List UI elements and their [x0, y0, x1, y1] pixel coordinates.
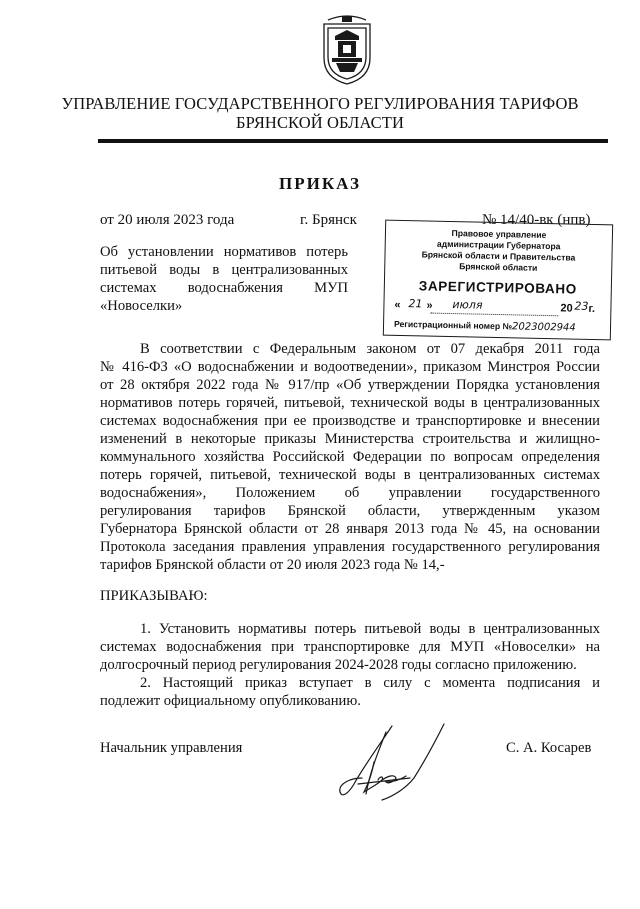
stamp-date-close-quote: » [426, 299, 433, 312]
preamble-paragraph [100, 340, 600, 574]
handwritten-signature-icon [334, 722, 446, 804]
document-number: № 14/40-вк (нпв) [482, 212, 591, 228]
stamp-line: Брянской области [459, 261, 538, 273]
stamp-date-underline [430, 313, 558, 317]
item-line: системах водоснабжения при транспортировке для МУП «Новоселки» на [100, 639, 600, 655]
stamp-registered-label: ЗАРЕГИСТРИРОВАНО [418, 278, 577, 297]
subject-line: «Новоселки» [100, 298, 183, 314]
stamp-regno-label: Регистрационный номер № [393, 318, 513, 332]
paragraph-line: потерь горячей, питьевой, технической воды в централизованных системах [100, 467, 600, 483]
order-item-1 [100, 620, 600, 674]
item-line: 1. Установить нормативы потерь питьевой воды в централизованных [140, 621, 600, 637]
document-city: г. Брянск [300, 212, 357, 228]
document-date: от 20 июля 2023 года [100, 212, 235, 228]
paragraph-line: № 416-ФЗ «О водоснабжении и водоотведении», приказом Минстроя России [100, 359, 600, 375]
paragraph-line: нормативов потерь горячей, питьевой, технической воды в централизованных [100, 395, 600, 411]
stamp-year-suffix: 23 [574, 299, 589, 313]
stamp-date-open-quote: « [394, 298, 401, 311]
signatory-role: Начальник управления [100, 740, 243, 756]
stamp-day: 21 [408, 297, 423, 311]
stamp-line: Правовое управление [451, 228, 547, 241]
organization-name-line-2: БРЯНСКОЙ ОБЛАСТИ [236, 113, 404, 132]
paragraph-line: тарифов Брянской области от 20 июля 2023 года № 14,- [100, 557, 445, 573]
paragraph-line: от 28 октября 2022 года № 917/пр «Об утверждении Порядка установления [100, 377, 600, 393]
stamp-regno-value: 2023002944 [511, 321, 576, 334]
signatory-name: С. А. Косарев [506, 740, 592, 756]
order-item-2 [100, 674, 600, 710]
stamp-line: Брянской области и Правительства [421, 249, 576, 263]
item-line: долгосрочный период регулирования 2024-2028 годы согласно приложению. [100, 657, 577, 673]
paragraph-line: водоснабжения», Положением об управлении государственного [100, 485, 600, 501]
registration-stamp [383, 220, 613, 341]
subject-line: Об установлении нормативов потерь [100, 244, 348, 260]
header-divider [98, 139, 608, 143]
paragraph-line: Протокола заседания правления управления государственного регулирования [100, 539, 600, 555]
paragraph-line: В соответствии с Федеральным законом от 07 декабря 2011 года [140, 341, 600, 357]
paragraph-line: регулирования тарифов Брянской области, утвержденным указом [100, 503, 600, 519]
stamp-registration-number [394, 319, 604, 334]
subject-line: питьевой воды в централизованных [100, 262, 348, 278]
paragraph-line: Губернатора Брянской области от 28 января 2013 года № 45, на основании [100, 521, 600, 537]
paragraph-line: коммунального хозяйства Российской Федерации по вопросам определения [100, 449, 600, 465]
coat-of-arms-icon [318, 14, 376, 86]
item-line: 2. Настоящий приказ вступает в силу с момента подписания и [140, 675, 600, 691]
stamp-date [394, 299, 600, 319]
order-keyword: ПРИКАЗЫВАЮ: [100, 588, 208, 604]
document-subject [100, 243, 348, 315]
organization-name-line-1: УПРАВЛЕНИЕ ГОСУДАРСТВЕННОГО РЕГУЛИРОВАНИЯ ТАРИФОВ [61, 94, 579, 113]
item-line: подлежит официальному опубликованию. [100, 693, 361, 709]
paragraph-line: изменений в некоторые приказы Министерства строительства и жилищно- [100, 431, 600, 447]
stamp-month: июля [452, 298, 483, 312]
document-title: ПРИКАЗ [279, 174, 361, 193]
stamp-year-prefix: 20 [560, 302, 573, 315]
paragraph-line: системах водоснабжения при ее производстве и транспортировке и внесении [100, 413, 600, 429]
subject-line: системах водоснабжения МУП [100, 280, 348, 296]
stamp-line: администрации Губернатора [436, 238, 561, 252]
stamp-year-unit: г. [588, 302, 596, 316]
